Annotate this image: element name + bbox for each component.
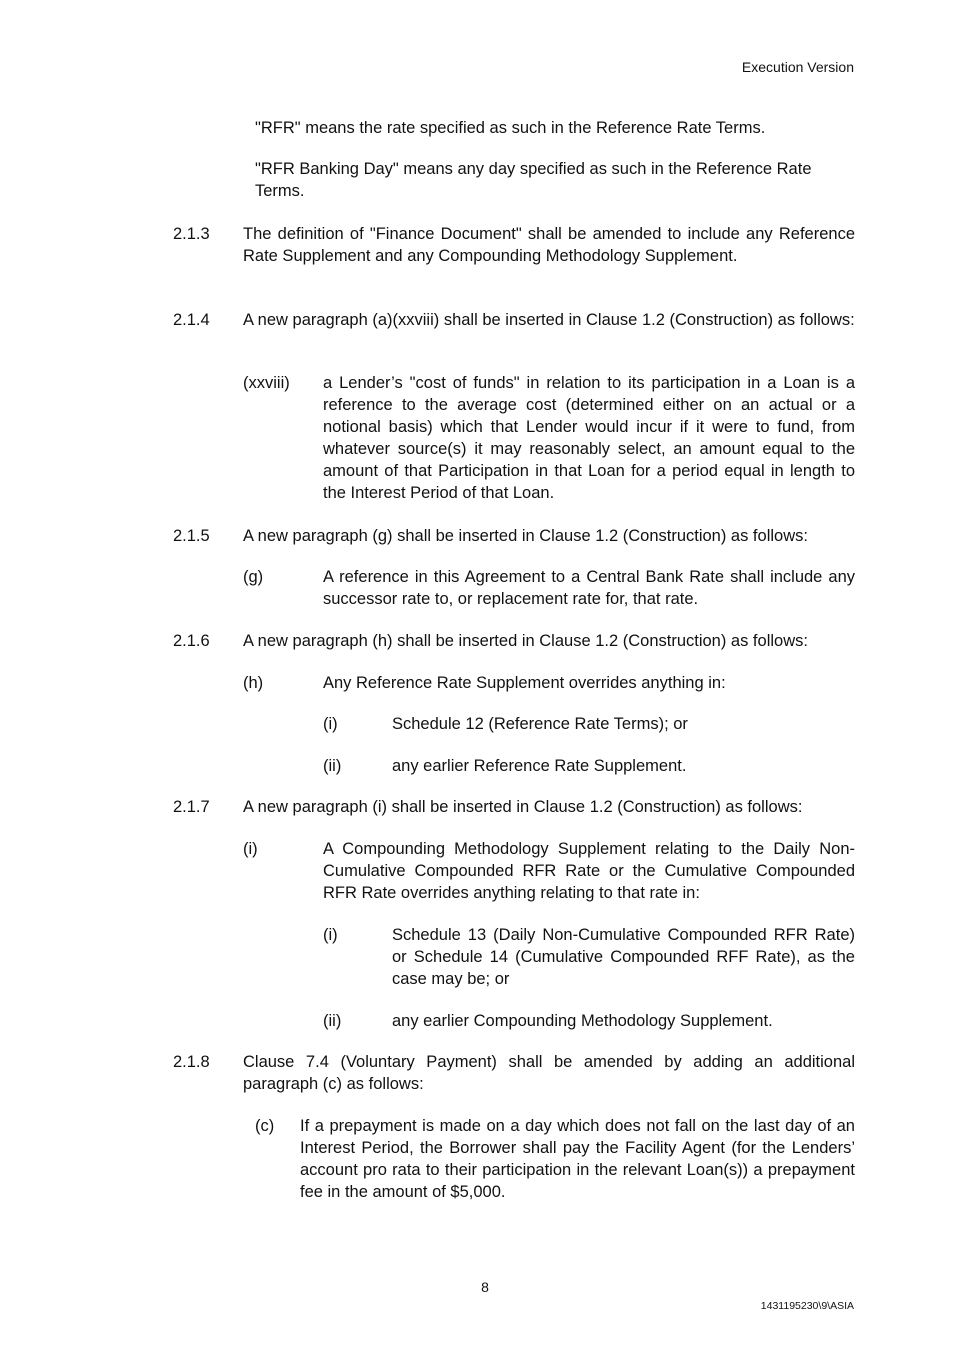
item-label-i-i: (i) [323,926,338,944]
sub-label-i: (i) [243,840,258,858]
sub-text-h: Any Reference Rate Supplement overrides anything in: [323,674,726,692]
clause-text-2-1-8: Clause 7.4 (Voluntary Payment) shall be amended by adding an additional paragraph (c) as follows: [243,1053,855,1093]
item-text-h-ii: any earlier Reference Rate Supplement. [392,757,687,775]
sub-text-c: If a prepayment is made on a day which does not fall on the last day of an Interest Period, the Borrower shall pay the Facility Agent (for the Lenders’ account pro rata to their participation in the relevant Loan(s)) a prepayment fee in the amount of $5,000. [300,1117,855,1201]
clause-text-2-1-4: A new paragraph (a)(xxviii) shall be inserted in Clause 1.2 (Construction) as follows: [243,311,855,329]
item-text-i-i: Schedule 13 (Daily Non-Cumulative Compounded RFR Rate) or Schedule 14 (Cumulative Compounded RFF Rate), as the case may be; or [392,926,855,988]
sub-label-c: (c) [255,1117,275,1135]
sub-text-xxviii: a Lender’s "cost of funds" in relation to its participation in a Loan is a reference to the average cost (determined either on an actual or a notional basis) which that Lender would incur if it were to fund, from whatever source(s) it may reasonably select, an amount equal to the amount of that Participation in that Loan for a period equal in length to the Interest Period of that Loan. [323,374,855,502]
sub-text-i: A Compounding Methodology Supplement relating to the Daily Non-Cumulative Compounded RFR Rate or the Cumulative Compounded RFR Rate overrides anything relating to that rate in: [323,840,855,902]
definition-rfr: "RFR" means the rate specified as such in the Reference Rate Terms. [255,119,766,137]
clause-number-2-1-5: 2.1.5 [173,527,210,545]
clause-number-2-1-7: 2.1.7 [173,798,210,816]
clause-number-2-1-8: 2.1.8 [173,1053,210,1071]
item-label-h-ii: (ii) [323,757,342,775]
clause-text-2-1-7: A new paragraph (i) shall be inserted in Clause 1.2 (Construction) as follows: [243,798,803,816]
clause-number-2-1-6: 2.1.6 [173,632,210,650]
sub-label-xxviii: (xxviii) [243,374,290,392]
clause-text-2-1-5: A new paragraph (g) shall be inserted in Clause 1.2 (Construction) as follows: [243,527,808,545]
clause-number-2-1-3: 2.1.3 [173,225,210,243]
item-label-i-ii: (ii) [323,1012,342,1030]
sub-label-h: (h) [243,674,264,692]
sub-text-g: A reference in this Agreement to a Central Bank Rate shall include any successor rate to, or replacement rate for, that rate. [323,568,855,608]
definition-rfr-banking-day: "RFR Banking Day" means any day specified as such in the Reference Rate Terms. [255,160,812,200]
item-text-i-ii: any earlier Compounding Methodology Supplement. [392,1012,773,1030]
item-label-h-i: (i) [323,715,338,733]
document-version-label: Execution Version [741,59,854,75]
document-reference: 1431195230\9\ASIA [760,1300,854,1312]
clause-text-2-1-3: The definition of "Finance Document" shall be amended to include any Reference Rate Supplement and any Compounding Methodology Supplement. [243,225,855,265]
clause-text-2-1-6: A new paragraph (h) shall be inserted in Clause 1.2 (Construction) as follows: [243,632,808,650]
clause-number-2-1-4: 2.1.4 [173,311,210,329]
item-text-h-i: Schedule 12 (Reference Rate Terms); or [392,715,688,733]
page-number: 8 [481,1279,489,1295]
sub-label-g: (g) [243,568,264,586]
